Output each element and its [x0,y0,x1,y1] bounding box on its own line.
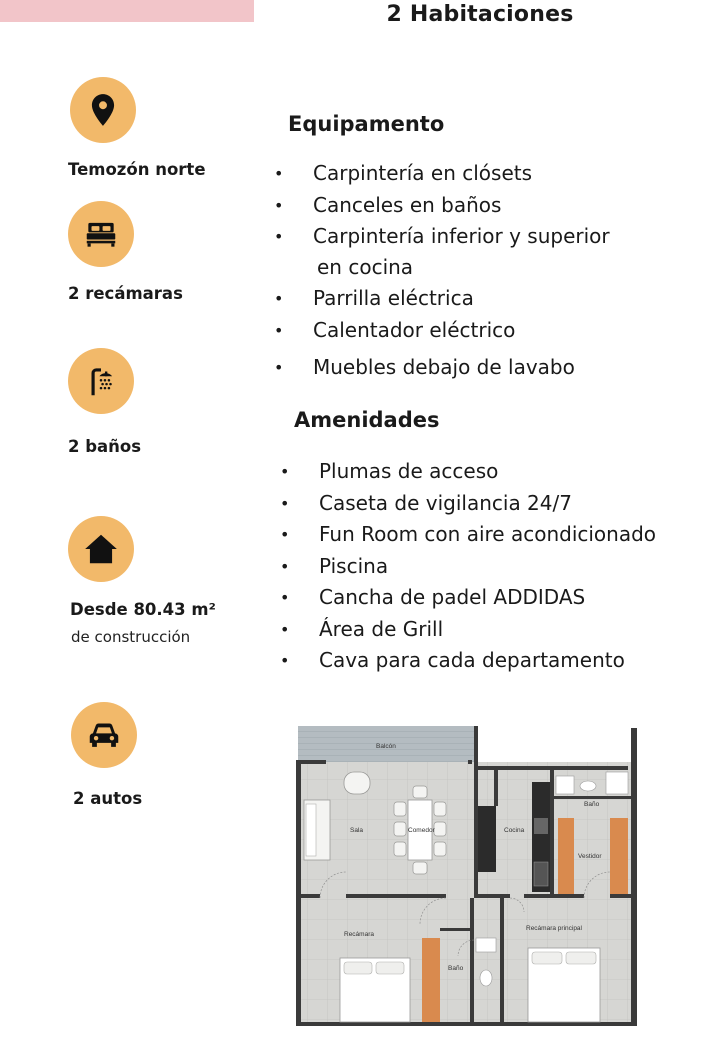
header-accent-bar [0,0,254,22]
equipamento-list [274,158,610,384]
list-item: • Muebles debajo de lavabo [274,352,610,384]
feature-parking-label: 2 autos [73,789,143,808]
house-icon [68,516,134,582]
feature-location-label: Temozón norte [68,160,206,179]
amenidades-list [280,456,656,677]
room-label-bano: Baño [448,965,464,972]
amenidades-heading: Amenidades [294,408,440,432]
feature-area-label: Desde 80.43 m² [70,600,216,619]
floor-plan [288,720,644,1028]
list-item: • Parrilla eléctrica [274,283,610,315]
list-item: • Carpintería inferior y superior en cocina [274,221,610,283]
list-item: • Cava para cada departamento [280,645,656,677]
room-label-bano-principal: Baño [584,801,600,808]
list-item: • Canceles en baños [274,190,610,222]
page-title: 2 Habitaciones [386,2,574,27]
list-item: • Calentador eléctrico [274,315,610,347]
list-item: • Fun Room con aire acondicionado [280,519,656,551]
list-item: • Carpintería en clósets [274,158,610,190]
list-item: • Piscina [280,551,656,583]
room-label-comedor: Comedor [408,827,435,834]
list-item: • Caseta de vigilancia 24/7 [280,488,656,520]
location-pin-icon [70,77,136,143]
list-item: • Área de Grill [280,614,656,646]
feature-bathrooms-label: 2 baños [68,437,142,456]
car-icon [71,702,137,768]
list-item: • Cancha de padel ADDIDAS [280,582,656,614]
room-label-sala: Sala [350,827,364,834]
shower-icon [68,348,134,414]
bed-icon [68,201,134,267]
room-label-cocina: Cocina [504,827,525,834]
room-label-vestidor: Vestidor [578,853,602,860]
list-item: • Plumas de acceso [280,456,656,488]
equipamento-heading: Equipamento [288,112,445,136]
feature-area-sublabel: de construcción [71,628,191,646]
feature-bedrooms-label: 2 recámaras [68,284,183,303]
room-label-recamara-principal: Recámara principal [526,925,582,932]
room-label-balcon: Balcón [376,743,396,750]
room-label-recamara: Recámara [344,931,374,938]
